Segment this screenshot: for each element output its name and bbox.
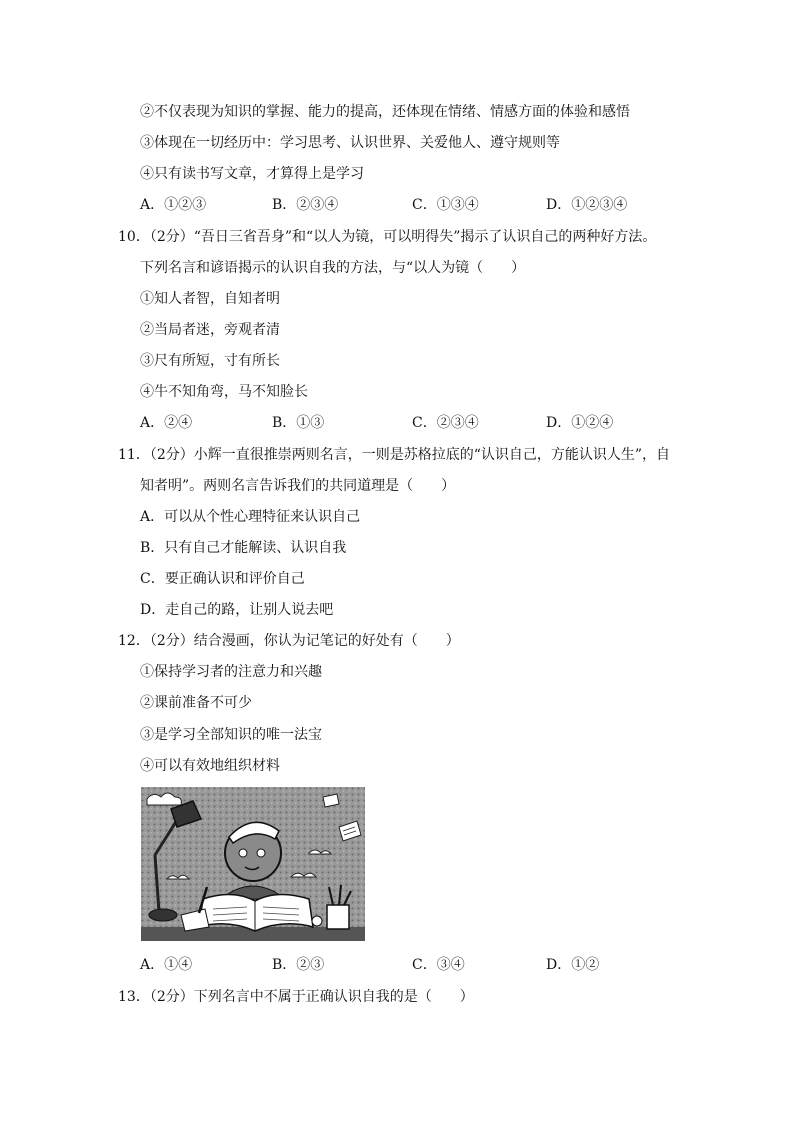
q11-option-c: C．要正确认识和评价自己	[140, 571, 305, 587]
q10-item-4: ④牛不知角弯，马不知脸长	[140, 384, 308, 400]
q9-option-a: A．①②③	[140, 197, 207, 213]
q11-option-a: A．可以从个性心理特征来认识自己	[140, 509, 361, 525]
q10-option-d: D．①②④	[546, 415, 614, 431]
q9-item-2: ②不仅表现为知识的掌握、能力的提高，还体现在情绪、情感方面的体验和感悟	[140, 104, 630, 120]
q10-option-b: B．①③	[272, 415, 325, 431]
q9-option-b: B．②③④	[272, 197, 339, 213]
note-taking-cartoon	[141, 787, 365, 941]
q9-item-4: ④只有读书写文章，才算得上是学习	[140, 166, 364, 182]
q12-item-2: ②课前准备不可少	[140, 695, 252, 711]
q10-option-c: C．②③④	[412, 415, 479, 431]
q12-stem: 12．（2分）结合漫画，你认为记笔记的好处有（ ）	[118, 633, 460, 649]
q9-option-c: C．①③④	[412, 197, 479, 213]
q10-stem-line-1: 10．（2分）“吾日三省吾身”和“以人为镜，可以明得失”揭示了认识自己的两种好方法。	[118, 229, 657, 245]
q10-option-a: A．②④	[140, 415, 193, 431]
q10-item-3: ③尺有所短，寸有所长	[140, 353, 280, 369]
q12-item-4: ④可以有效地组织材料	[140, 758, 280, 774]
q12-option-c: C．③④	[412, 957, 465, 973]
q13-stem: 13．（2分）下列名言中不属于正确认识自我的是（ ）	[118, 989, 474, 1005]
q9-item-3: ③体现在一切经历中：学习思考、认识世界、关爱他人、遵守规则等	[140, 135, 560, 151]
q10-stem-line-2: 下列名言和谚语揭示的认识自我的方法，与“以人为镜（ ）	[140, 260, 526, 276]
q12-option-a: A．①④	[140, 957, 193, 973]
q11-option-d: D．走自己的路，让别人说去吧	[140, 602, 334, 618]
q9-option-d: D．①②③④	[546, 197, 628, 213]
q11-option-b: B．只有自己才能解读、认识自我	[140, 540, 347, 556]
q12-option-d: D．①②	[546, 957, 600, 973]
q12-item-1: ①保持学习者的注意力和兴趣	[140, 664, 322, 680]
q12-item-3: ③是学习全部知识的唯一法宝	[140, 727, 322, 743]
q11-stem-line-2: 知者明”。两则名言告诉我们的共同道理是（ ）	[140, 478, 456, 494]
q10-item-1: ①知人者智，自知者明	[140, 291, 280, 307]
q11-stem-line-1: 11．（2分）小辉一直很推崇两则名言，一则是苏格拉底的“认识自己，方能认识人生”，自	[118, 447, 671, 463]
q10-item-2: ②当局者迷，旁观者清	[140, 322, 280, 338]
q12-option-b: B．②③	[272, 957, 325, 973]
